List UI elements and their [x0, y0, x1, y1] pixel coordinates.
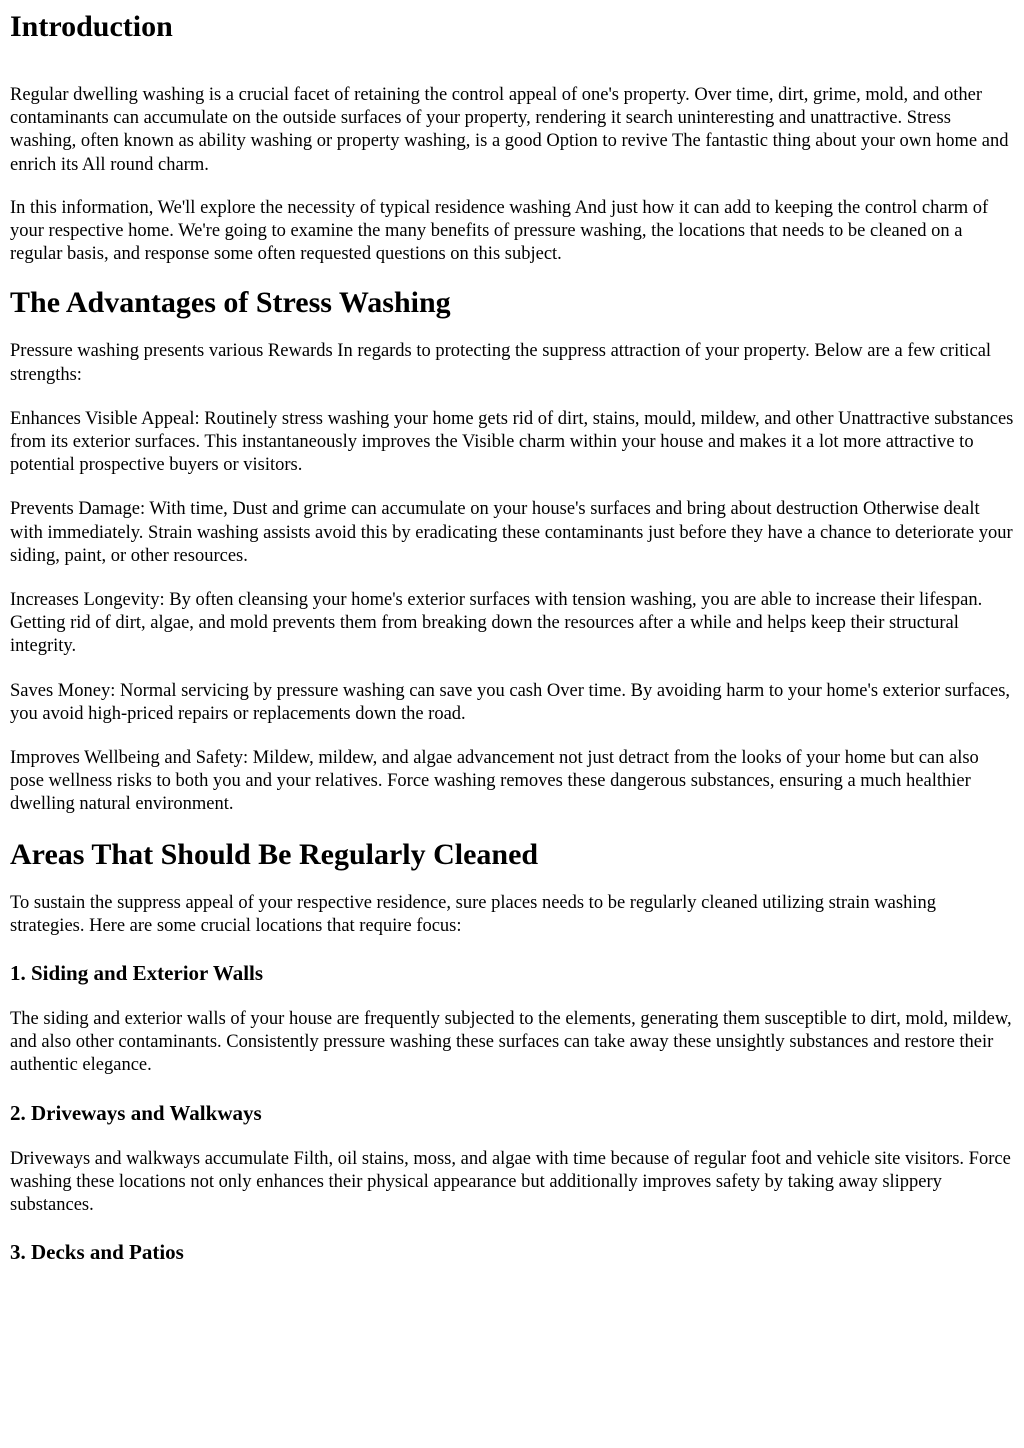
intro-heading: Introduction — [10, 10, 173, 43]
area-text-siding: The siding and exterior walls of your house are frequently subjected to the elements, generating them susceptible to dirt, mold, mildew, and also other contaminants. Consistently pressure washing these surfaces can take away these unsightly substances and restore their authentic elegance. — [10, 1009, 1012, 1076]
benefit-paragraph: Improves Wellbeing and Safety: Mildew, mildew, and algae advancement not just detract from the looks of your home but can also pose wellness risks to both you and your relatives. Force washing removes these dangerous substances, ensuring a much healthier dwelling natural environment. — [10, 748, 979, 815]
benefit-paragraph: Saves Money: Normal servicing by pressure washing can save you cash Over time. By avoiding harm to your home's exterior surfaces, you avoid high-priced repairs or replacements down the road. — [10, 680, 1011, 724]
area-heading-siding: 1. Siding and Exterior Walls — [10, 961, 264, 986]
benefit-paragraph: Prevents Damage: With time, Dust and grime can accumulate on your house's surfaces and bring about destruction Otherwise dealt with immediately. Strain washing assists avoid this by eradicating these contaminants just before they have a chance to deteriorate your siding, paint, or other resources. — [10, 499, 1013, 566]
areas-heading: Areas That Should Be Regularly Cleaned — [10, 837, 539, 871]
benefit-paragraph: Increases Longevity: By often cleansing your home's exterior surfaces with tension washing, you are able to increase their lifespan. Getting rid of dirt, algae, and mold prevents them from breaking down the resources after a while and helps keep their structural integrity. — [10, 590, 983, 657]
intro-paragraph: In this information, We'll explore the necessity of typical residence washing And just how it can add to keeping the control charm of your respective home. We're going to examine the many benefits of pressure washing, the locations that needs to be cleaned on a regular basis, and response some often requested questions on this subject. — [10, 197, 989, 265]
advantages-heading: The Advantages of Stress Washing — [10, 286, 451, 320]
area-text-driveways: Driveways and walkways accumulate Filth, oil stains, moss, and algae with time because of regular foot and vehicle site visitors. Force washing these locations not only enhances their physical appearance but additionally improves safety by taking away slippery substances. — [10, 1148, 1011, 1216]
benefit-paragraph: Enhances Visible Appeal: Routinely stress washing your home gets rid of dirt, stains, mould, mildew, and other Unattractive substances from its exterior surfaces. This instantaneously improves the Visible charm within your house and makes it a lot more attractive to potential prospective buyers or visitors. — [10, 408, 1014, 476]
intro-paragraph: Regular dwelling washing is a crucial facet of retaining the control appeal of one's property. Over time, dirt, grime, mold, and other contaminants can accumulate on the outside surfaces of your property, rendering it search uninteresting and unattractive. Stress washing, often known as ability washing or property washing, is a good Option to revive The fantastic thing about your own home and enrich its All round charm. — [10, 85, 1009, 175]
areas-intro-paragraph: To sustain the suppress appeal of your respective residence, sure places needs to be regularly cleaned utilizing strain washing strategies. Here are some crucial locations that require focus: — [10, 892, 936, 936]
advantages-intro-paragraph: Pressure washing presents various Rewards In regards to protecting the suppress attraction of your property. Below are a few critical strengths: — [10, 341, 992, 385]
area-heading-driveways: 2. Driveways and Walkways — [10, 1100, 262, 1125]
area-heading-decks: 3. Decks and Patios — [10, 1240, 184, 1265]
